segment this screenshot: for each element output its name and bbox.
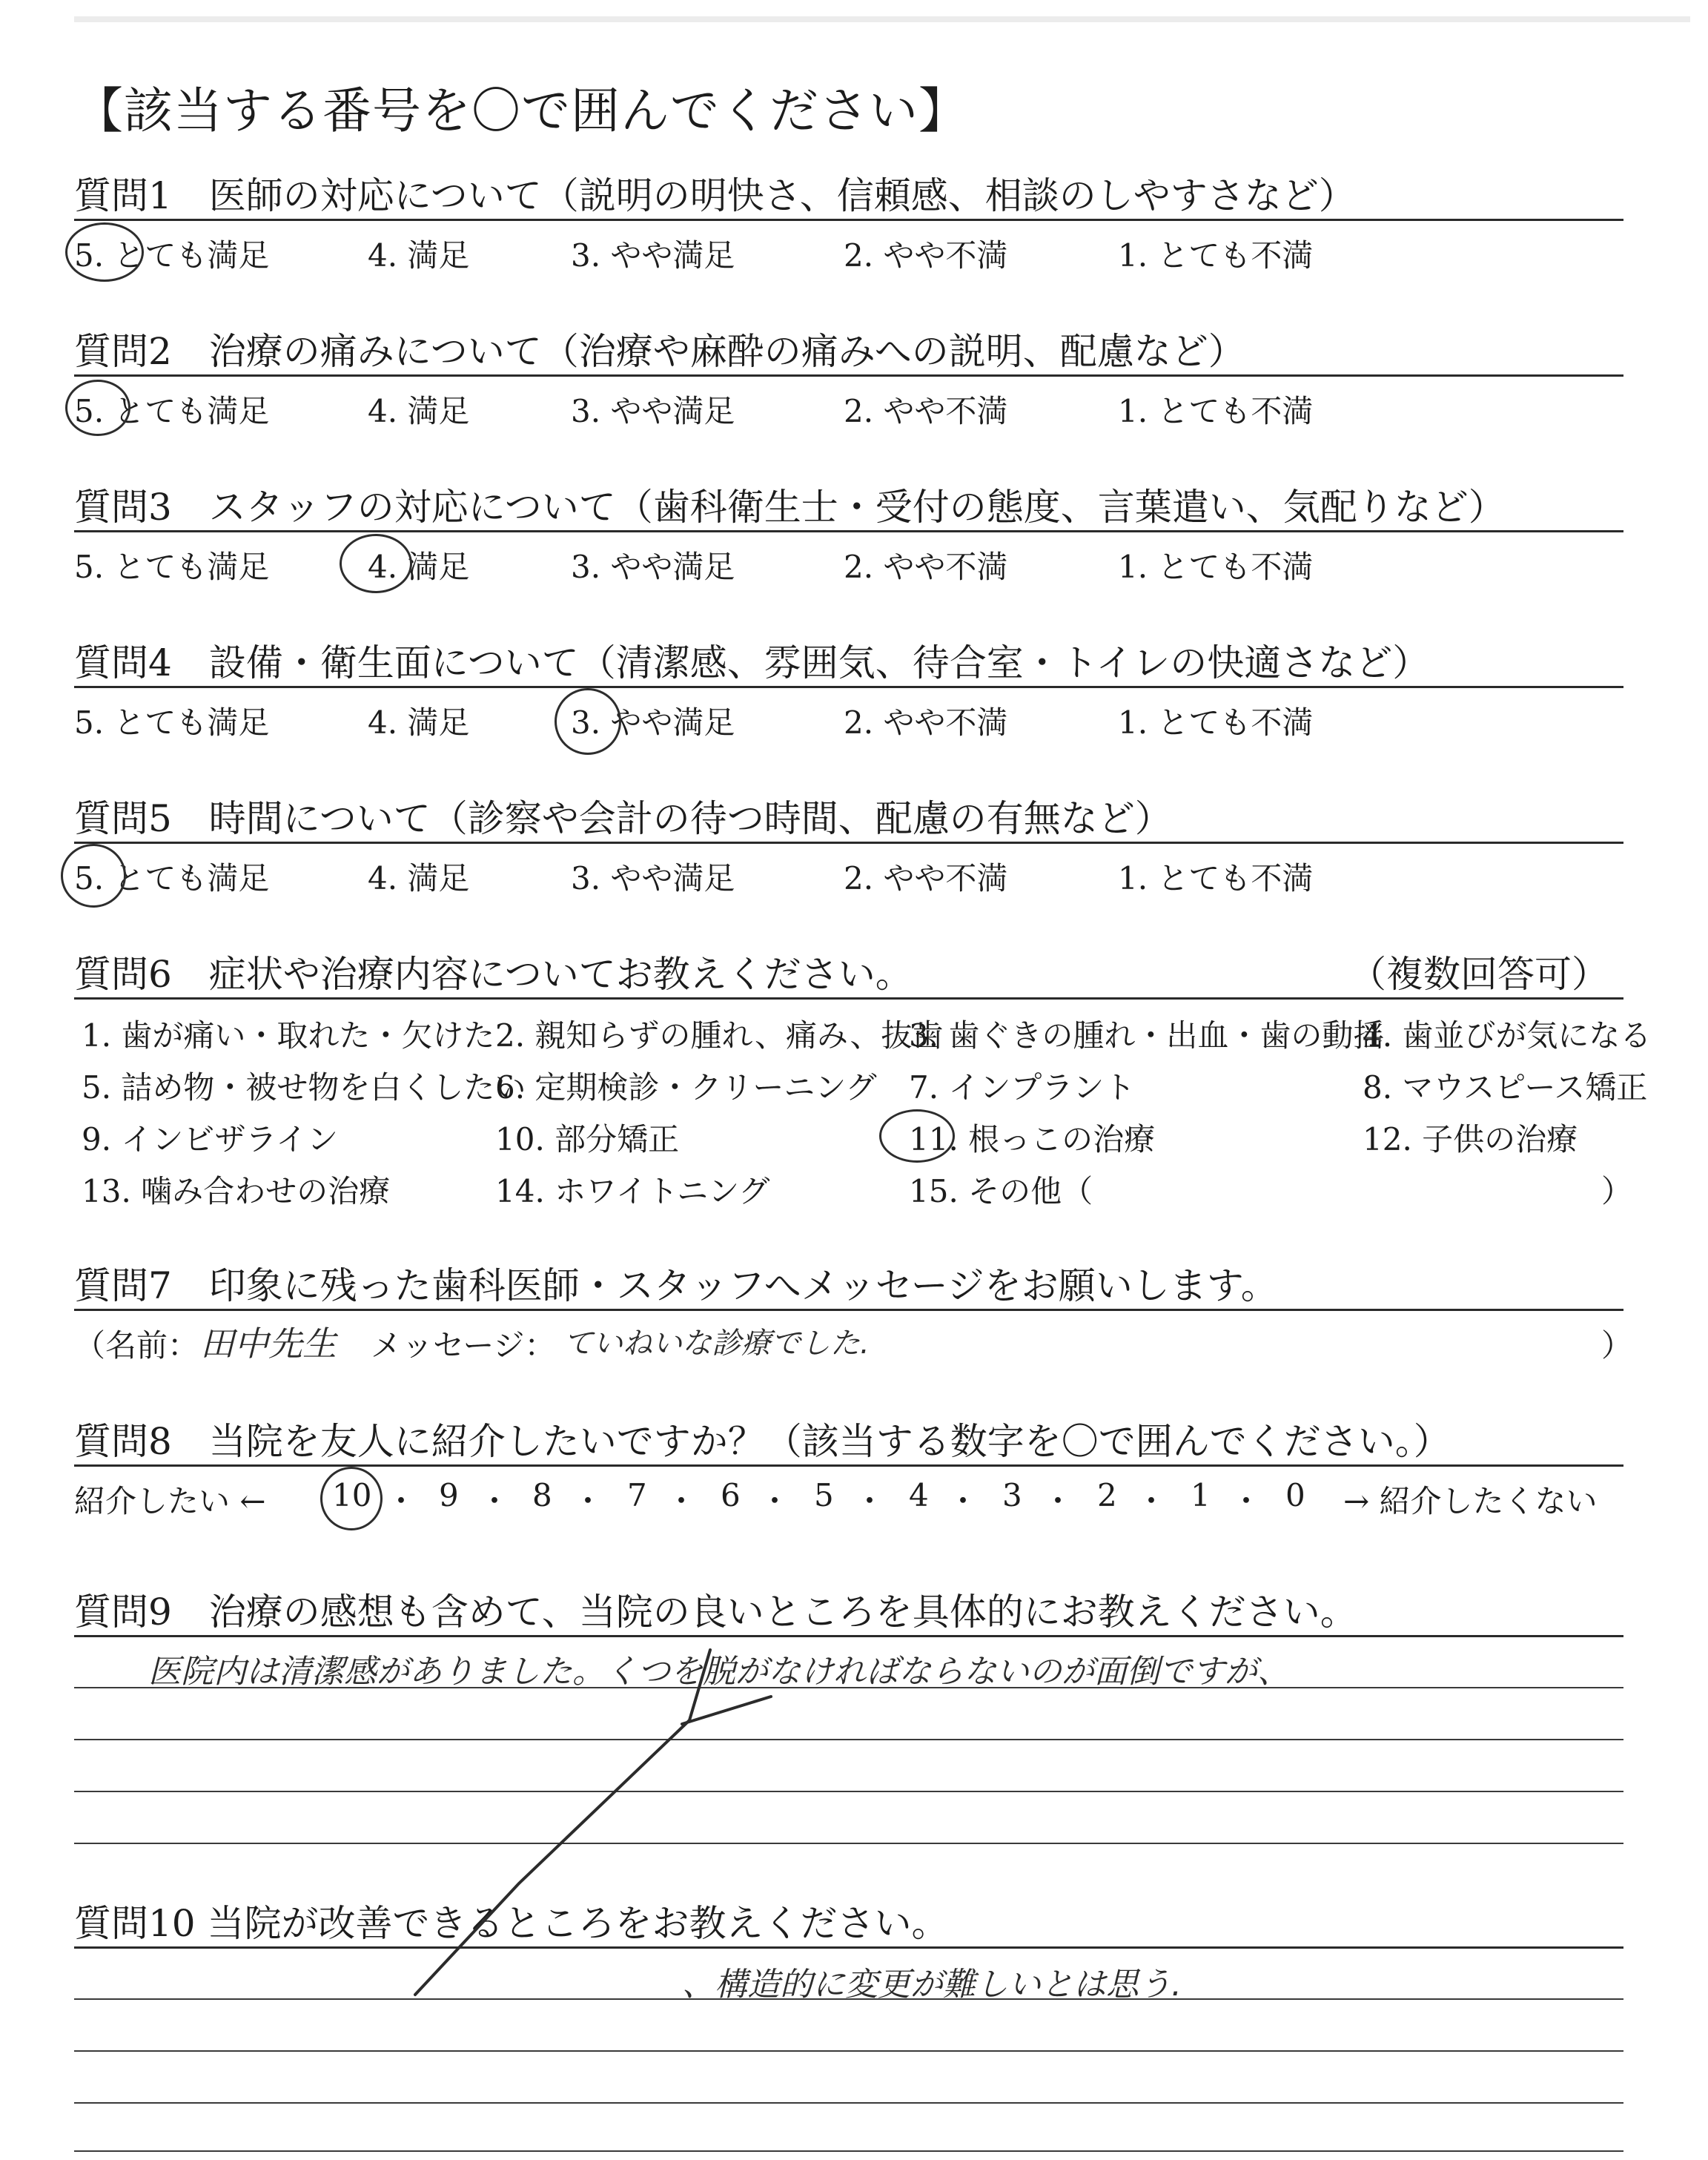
q9-answer-handwritten[interactable]: 医院内は清潔感がありました。くつを脱がなければならないのが面倒ですが、	[148, 1653, 1290, 1691]
scale-dot: ・	[385, 1483, 417, 1519]
q3-option-3[interactable]: 3. やや満足	[571, 549, 735, 585]
treatment-other-close-paren: ）	[1601, 1173, 1633, 1209]
scale-left-label: 紹介したい ←	[74, 1483, 266, 1519]
question-1-title: 質問1 医師の対応について（説明の明快さ、信頼感、相談のしやすさなど）	[74, 174, 1356, 217]
q3-option-5[interactable]: 5. とても満足	[74, 549, 270, 585]
q1-option-4[interactable]: 4. 満足	[368, 237, 470, 274]
scale-number-8[interactable]: 8	[532, 1477, 552, 1513]
treatment-13[interactable]: 13. 噛み合わせの治療	[82, 1173, 391, 1209]
q3-option-4[interactable]: 4. 満足	[368, 549, 470, 585]
question-3-title: 質問3 スタッフの対応について（歯科衛生士・受付の態度、言葉遣い、気配りなど）	[74, 486, 1506, 529]
q7-message-label: メッセージ：	[371, 1327, 556, 1364]
q5-option-5[interactable]: 5. とても満足	[74, 860, 270, 896]
q5-option-4[interactable]: 4. 満足	[368, 860, 470, 896]
treatment-5[interactable]: 5. 詰め物・被せ物を白くしたい	[82, 1069, 526, 1106]
q5-option-1[interactable]: 1. とても不満	[1118, 860, 1314, 896]
scale-dot: ・	[854, 1483, 886, 1519]
q5-option-2[interactable]: 2. やや不満	[844, 860, 1008, 896]
question-4-title: 質問4 設備・衛生面について（清潔感、雰囲気、待合室・トイレの快適さなど）	[74, 641, 1430, 684]
treatment-2[interactable]: 2. 親知らずの腫れ、痛み、抜歯	[495, 1017, 944, 1054]
treatment-8[interactable]: 8. マウスピース矯正	[1363, 1069, 1648, 1106]
q3-option-1[interactable]: 1. とても不満	[1118, 549, 1314, 585]
scale-number-5[interactable]: 5	[814, 1477, 834, 1513]
question-2-title: 質問2 治療の痛みについて（治療や麻酔の痛みへの説明、配慮など）	[74, 330, 1245, 373]
scale-number-6[interactable]: 6	[721, 1477, 741, 1513]
q10-answer-handwritten[interactable]: 、構造的に変更が難しいとは思う.	[682, 1966, 1182, 2004]
q1-option-2[interactable]: 2. やや不満	[844, 237, 1008, 274]
treatment-10[interactable]: 10. 部分矯正	[495, 1121, 680, 1157]
q4-option-5[interactable]: 5. とても満足	[74, 704, 270, 741]
treatment-7[interactable]: 7. インプラント	[909, 1069, 1136, 1106]
question-6-note: （複数回答可）	[1349, 953, 1609, 996]
q7-name-handwritten[interactable]: 田中先生	[200, 1324, 337, 1364]
scale-number-1[interactable]: 1	[1191, 1477, 1211, 1513]
scale-number-0[interactable]: 0	[1285, 1477, 1305, 1513]
q2-option-1[interactable]: 1. とても不満	[1118, 393, 1314, 429]
treatment-15[interactable]: 15. その他（	[909, 1173, 1093, 1209]
form-title: 【該当する番号を〇で囲んでください】	[74, 82, 968, 139]
treatment-6[interactable]: 6. 定期検診・クリーニング	[495, 1069, 877, 1106]
question-5-title: 質問5 時間について（診察や会計の待つ時間、配慮の有無など）	[74, 797, 1172, 840]
treatment-9[interactable]: 9. インビザライン	[82, 1121, 339, 1157]
question-8-title: 質問8 当院を友人に紹介したいですか？（該当する数字を〇で囲んでください。）	[74, 1420, 1451, 1463]
q7-close-paren: ）	[1601, 1327, 1633, 1364]
q2-option-5[interactable]: 5. とても満足	[74, 393, 270, 429]
treatment-11[interactable]: 11. 根っこの治療	[909, 1121, 1156, 1157]
scale-number-9[interactable]: 9	[439, 1477, 459, 1513]
q4-option-3[interactable]: 3. やや満足	[571, 704, 735, 741]
scale-dot: ・	[1231, 1483, 1262, 1519]
q2-option-2[interactable]: 2. やや不満	[844, 393, 1008, 429]
scale-number-4[interactable]: 4	[909, 1477, 929, 1513]
q1-option-5[interactable]: 5. とても満足	[74, 237, 270, 274]
question-10-title: 質問10 当院が改善できるところをお教えください。	[74, 1902, 949, 1945]
question-6-title: 質問6 症状や治療内容についてお教えください。	[74, 953, 913, 996]
scale-dot: ・	[666, 1483, 698, 1519]
scale-number-2[interactable]: 2	[1097, 1477, 1117, 1513]
treatment-14[interactable]: 14. ホワイトニング	[495, 1173, 770, 1209]
treatment-4[interactable]: 4. 歯並びが気になる	[1363, 1017, 1652, 1054]
q7-message-handwritten[interactable]: ていねいな診療でした.	[563, 1327, 870, 1361]
scale-number-7[interactable]: 7	[627, 1477, 647, 1513]
scale-dot: ・	[1136, 1483, 1168, 1519]
q1-option-3[interactable]: 3. やや満足	[571, 237, 735, 274]
q5-option-3[interactable]: 3. やや満足	[571, 860, 735, 896]
treatment-12[interactable]: 12. 子供の治療	[1363, 1121, 1578, 1157]
scale-dot: ・	[947, 1483, 979, 1519]
q1-option-1[interactable]: 1. とても不満	[1118, 237, 1314, 274]
scale-number-3[interactable]: 3	[1002, 1477, 1022, 1513]
scale-dot: ・	[572, 1483, 604, 1519]
scale-dot: ・	[479, 1483, 511, 1519]
treatment-3[interactable]: 3. 歯ぐきの腫れ・出血・歯の動揺	[909, 1017, 1385, 1054]
q2-option-3[interactable]: 3. やや満足	[571, 393, 735, 429]
question-7-title: 質問7 印象に残った歯科医師・スタッフへメッセージをお願いします。	[74, 1264, 1278, 1307]
scale-right-label: → 紹介したくない	[1343, 1483, 1598, 1519]
q2-option-4[interactable]: 4. 満足	[368, 393, 470, 429]
question-9-title: 質問9 治療の感想も含めて、当院の良いところを具体的にお教えください。	[74, 1591, 1357, 1634]
q7-open-paren-name-label: （名前：	[74, 1327, 199, 1364]
scale-dot: ・	[759, 1483, 791, 1519]
scale-number-10[interactable]: 10	[332, 1477, 372, 1513]
q4-option-4[interactable]: 4. 満足	[368, 704, 470, 741]
treatment-1[interactable]: 1. 歯が痛い・取れた・欠けた	[82, 1017, 495, 1054]
q4-option-1[interactable]: 1. とても不満	[1118, 704, 1314, 741]
q4-option-2[interactable]: 2. やや不満	[844, 704, 1008, 741]
q3-option-2[interactable]: 2. やや不満	[844, 549, 1008, 585]
scale-dot: ・	[1042, 1483, 1074, 1519]
